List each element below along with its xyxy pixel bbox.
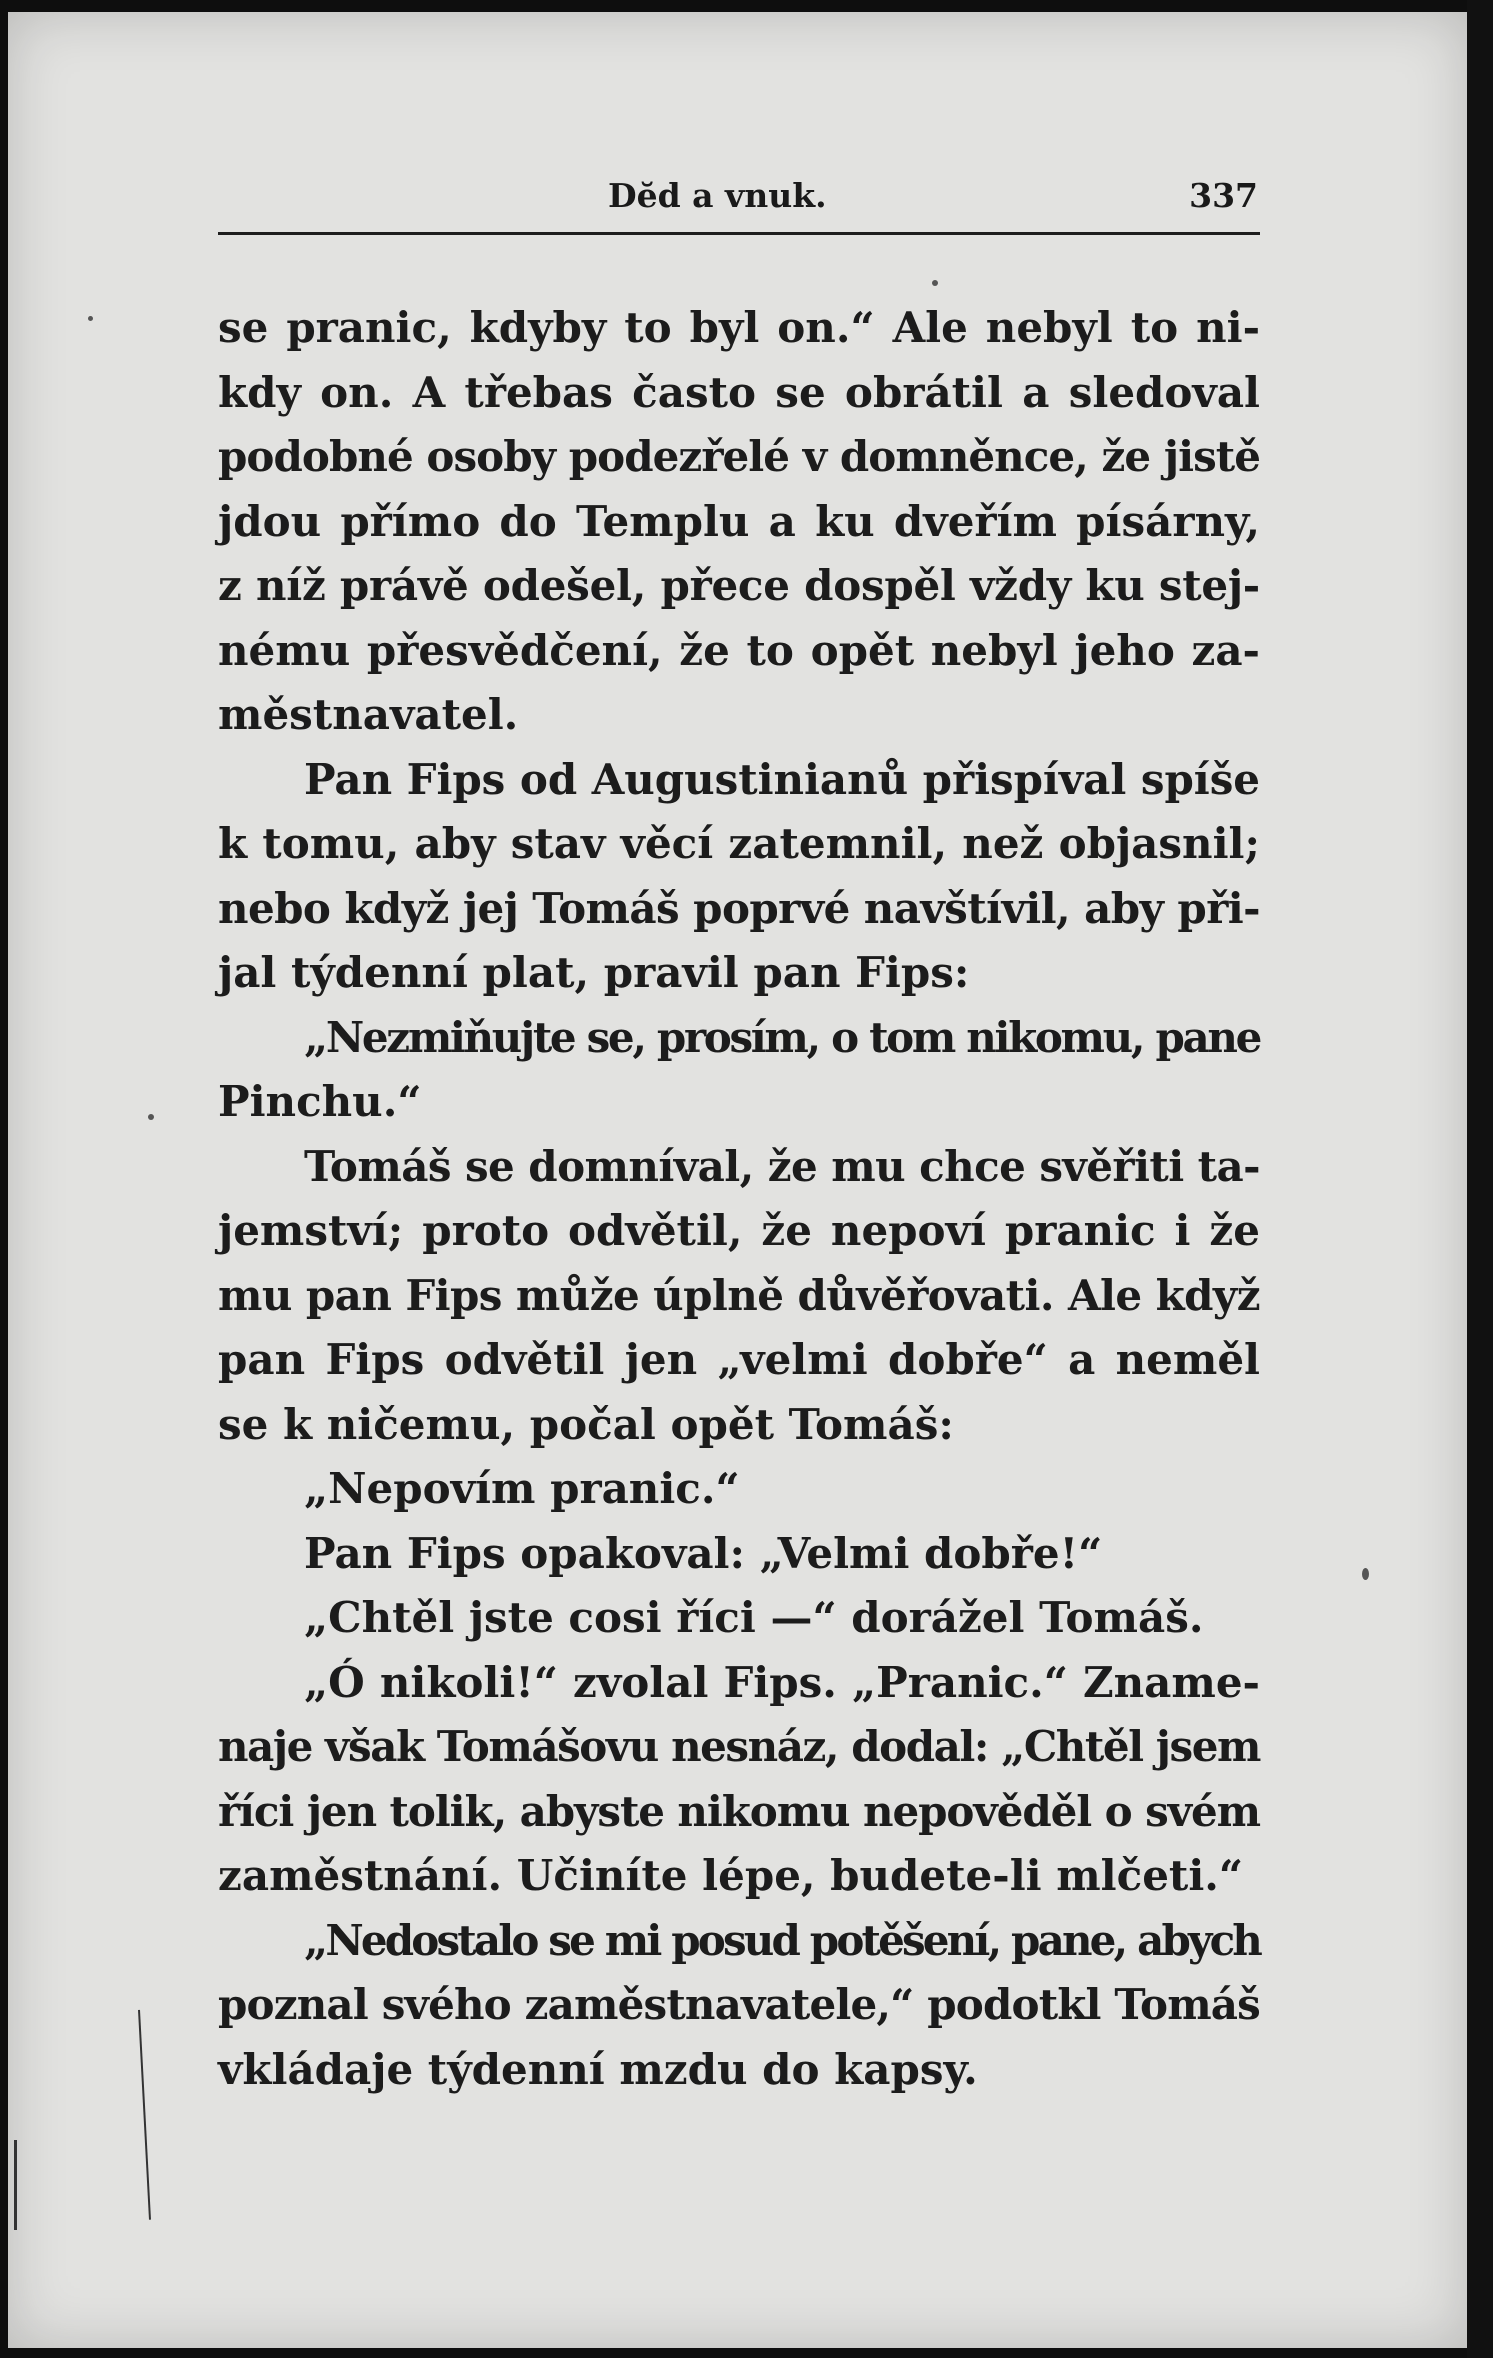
text-line: k tomu, aby stav věcí zatemnil, než objasnil; xyxy=(218,819,1260,868)
text-line: Tomáš se domníval, že mu chce svěřiti ta- xyxy=(304,1141,1260,1191)
text-line: jemství; proto odvětil, že nepoví pranic i že xyxy=(218,1206,1260,1255)
running-title: Dĕd a vnuk. xyxy=(608,176,827,215)
body-text xyxy=(218,296,1276,2102)
text-line: říci jen tolik, abyste nikomu nepověděl o svém xyxy=(218,1786,1260,1836)
text-line: zaměstnání. Učiníte lépe, budete-li mlčeti.“ xyxy=(218,1851,1244,1900)
text-line: „Nepovím pranic.“ xyxy=(304,1464,740,1513)
page-number: 337 xyxy=(1189,176,1258,215)
text-line: podobné osoby podezřelé v domněnce, že jistě xyxy=(218,432,1260,481)
scan-border xyxy=(1467,0,1493,2358)
text-line: vkládaje týdenní mzdu do kapsy. xyxy=(218,2044,978,2094)
text-line: kdy on. A třebas často se obrátil a sledoval xyxy=(218,367,1260,417)
text-line: se pranic, kdyby to byl on.“ Ale nebyl to ni- xyxy=(218,303,1260,352)
text-line: pan Fips odvětil jen „velmi dobře“ a neměl xyxy=(218,1335,1260,1384)
text-line: nému přesvědčení, že to opět nebyl jeho za- xyxy=(218,625,1260,675)
text-line: „Nezmiňujte se, prosím, o tom nikomu, pane xyxy=(304,1012,1260,1062)
text-line: naje však Tomášovu nesnáz, dodal: „Chtěl jsem xyxy=(218,1722,1260,1771)
text-line: městnavatel. xyxy=(218,690,519,739)
text-line: z níž právě odešel, přece dospěl vždy ku stej- xyxy=(218,561,1260,610)
text-line: poznal svého zaměstnavatele,“ podotkl Tomáš xyxy=(218,1980,1260,2029)
scan-speck xyxy=(148,1114,154,1120)
text-line: nebo když jej Tomáš poprvé navštívil, aby při- xyxy=(218,883,1260,933)
page-header xyxy=(218,176,1258,224)
header-rule xyxy=(218,232,1260,235)
text-line: „Chtěl jste cosi říci —“ dorážel Tomáš. xyxy=(304,1593,1204,1642)
text-line: „Nedostalo se mi posud potěšení, pane, abych xyxy=(304,1915,1261,1965)
scan-scratch xyxy=(14,2140,17,2230)
text-line: mu pan Fips může úplně důvěřovati. Ale když xyxy=(218,1270,1260,1320)
scan-speck xyxy=(88,316,93,321)
text-line: jal týdenní plat, pravil pan Fips: xyxy=(218,948,970,997)
text-line: „Ó nikoli!“ zvolal Fips. „Pranic.“ Zname- xyxy=(304,1657,1260,1707)
text-line: jdou přímo do Templu a ku dveřím písárny, xyxy=(218,496,1260,546)
text-line: Pinchu.“ xyxy=(218,1077,422,1126)
text-line: Pan Fips opakoval: „Velmi dobře!“ xyxy=(304,1528,1103,1578)
text-line: se k ničemu, počal opět Tomáš: xyxy=(218,1399,954,1449)
scan-speck xyxy=(932,280,938,286)
scan-speck xyxy=(1362,1568,1369,1580)
text-line: Pan Fips od Augustinianů přispíval spíše xyxy=(304,754,1260,804)
